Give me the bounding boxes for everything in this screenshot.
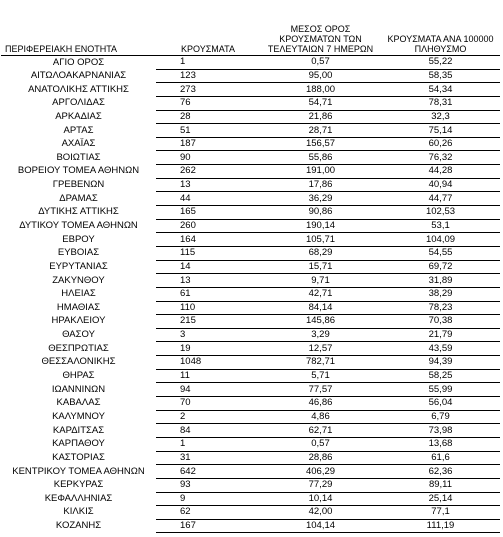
region-cell: ΘΕΣΠΡΩΤΙΑΣ <box>48 342 109 354</box>
per100k-cell: 43,59 <box>381 342 500 356</box>
cases-cell: 76 <box>156 96 260 110</box>
cases-cell: 13 <box>156 178 260 192</box>
table-row <box>1 137 500 151</box>
region-cell: ΗΜΑΘΙΑΣ <box>56 301 101 313</box>
cases-cell: 94 <box>156 383 260 397</box>
table-row <box>1 69 500 83</box>
per100k-cell: 40,94 <box>381 178 500 192</box>
avg7-cell: 68,29 <box>260 246 381 260</box>
per100k-cell: 58,35 <box>381 69 500 83</box>
table-header-row <box>1 12 500 56</box>
per100k-cell: 6,79 <box>381 410 500 424</box>
table-row <box>1 192 500 206</box>
table-row <box>1 260 500 274</box>
cases-cell: 14 <box>156 260 260 274</box>
table-row <box>1 410 500 424</box>
header-region: ΠΕΡΙΦΕΡΕΙΑΚΗ ΕΝΟΤΗΤΑ <box>5 44 118 54</box>
table-row <box>1 315 500 329</box>
cases-cell: 123 <box>156 69 260 83</box>
per100k-cell: 89,11 <box>381 478 500 492</box>
avg7-cell: 191,00 <box>260 165 381 179</box>
cases-cell: 62 <box>156 506 260 520</box>
per100k-cell: 102,53 <box>381 206 500 220</box>
table-row <box>1 397 500 411</box>
cases-cell: 165 <box>156 206 260 220</box>
avg7-cell: 156,57 <box>260 137 381 151</box>
cases-cell: 28 <box>156 110 260 124</box>
table-body <box>1 56 500 533</box>
region-cell: ΚΕΝΤΡΙΚΟΥ ΤΟΜΕΑ ΑΘΗΝΩΝ <box>12 465 145 477</box>
table-row <box>1 219 500 233</box>
per100k-cell: 32,3 <box>381 110 500 124</box>
per100k-cell: 31,89 <box>381 274 500 288</box>
table-row <box>1 383 500 397</box>
region-cell: ΑΙΤΩΛΟΑΚΑΡΝΑΝΙΑΣ <box>30 69 127 81</box>
table-row <box>1 287 500 301</box>
table-row <box>1 369 500 383</box>
region-cell: ΙΩΑΝΝΙΝΩΝ <box>51 383 106 395</box>
per100k-cell: 77,1 <box>381 506 500 520</box>
per100k-cell: 76,32 <box>381 151 500 165</box>
region-cell: ΑΓΙΟ ΟΡΟΣ <box>52 56 105 68</box>
avg7-cell: 77,57 <box>260 383 381 397</box>
per100k-cell: 38,29 <box>381 287 500 301</box>
avg7-cell: 28,86 <box>260 451 381 465</box>
per100k-cell: 25,14 <box>381 492 500 506</box>
avg7-cell: 105,71 <box>260 233 381 247</box>
cases-cell: 31 <box>156 451 260 465</box>
table-row <box>1 110 500 124</box>
region-cell: ΚΑΡΔΙΤΣΑΣ <box>52 424 105 436</box>
region-cell: ΘΑΣΟΥ <box>62 329 95 341</box>
table-row <box>1 437 500 451</box>
avg7-cell: 145,86 <box>260 315 381 329</box>
region-cell: ΔΡΑΜΑΣ <box>59 192 98 204</box>
per100k-cell: 94,39 <box>381 356 500 370</box>
avg7-cell: 42,71 <box>260 287 381 301</box>
region-cell: ΚΕΦΑΛΛΗΝΙΑΣ <box>44 492 113 504</box>
region-cell: ΕΒΡΟΥ <box>62 233 95 245</box>
table-row <box>1 151 500 165</box>
table-row <box>1 478 500 492</box>
region-cell: ΔΥΤΙΚΗΣ ΑΤΤΙΚΗΣ <box>38 206 119 218</box>
per100k-cell: 75,14 <box>381 124 500 138</box>
cases-cell: 93 <box>156 478 260 492</box>
table-row <box>1 274 500 288</box>
avg7-cell: 406,29 <box>260 465 381 479</box>
per100k-cell: 60,26 <box>381 137 500 151</box>
per100k-cell: 54,55 <box>381 246 500 260</box>
cases-cell: 262 <box>156 165 260 179</box>
region-cell: ΚΑΒΑΛΑΣ <box>56 397 101 409</box>
avg7-cell: 36,29 <box>260 192 381 206</box>
table-row <box>1 301 500 315</box>
avg7-cell: 42,00 <box>260 506 381 520</box>
region-cell: ΕΥΡΥΤΑΝΙΑΣ <box>49 260 108 272</box>
avg7-cell: 782,71 <box>260 356 381 370</box>
cases-cell: 215 <box>156 315 260 329</box>
cases-cell: 167 <box>156 519 260 533</box>
cases-cell: 187 <box>156 137 260 151</box>
table-row <box>1 96 500 110</box>
region-cell: ΘΕΣΣΑΛΟΝΙΚΗΣ <box>41 356 116 368</box>
per100k-cell: 73,98 <box>381 424 500 438</box>
table-row <box>1 206 500 220</box>
region-cell: ΓΡΕΒΕΝΩΝ <box>52 179 105 191</box>
avg7-cell: 28,71 <box>260 124 381 138</box>
table-row <box>1 124 500 138</box>
avg7-cell: 4,86 <box>260 410 381 424</box>
region-cell: ΑΡΤΑΣ <box>63 124 94 136</box>
table-row <box>1 451 500 465</box>
avg7-cell: 55,86 <box>260 151 381 165</box>
per100k-cell: 44,28 <box>381 165 500 179</box>
header-per100k: ΚΡΟΥΣΜΑΤΑ ΑΝΑ 100000 ΠΛΗΘΥΣΜΟ <box>387 34 494 54</box>
cases-cell: 70 <box>156 397 260 411</box>
per100k-cell: 13,68 <box>381 437 500 451</box>
per100k-cell: 21,79 <box>381 328 500 342</box>
table-row <box>1 465 500 479</box>
avg7-cell: 5,71 <box>260 369 381 383</box>
table-row <box>1 492 500 506</box>
cases-cell: 3 <box>156 328 260 342</box>
table-row <box>1 356 500 370</box>
avg7-cell: 84,14 <box>260 301 381 315</box>
avg7-cell: 62,71 <box>260 424 381 438</box>
cases-cell: 11 <box>156 369 260 383</box>
region-cell: ΑΡΚΑΔΙΑΣ <box>55 110 102 122</box>
avg7-cell: 0,57 <box>260 437 381 451</box>
cases-cell: 164 <box>156 233 260 247</box>
region-cell: ΕΥΒΟΙΑΣ <box>57 247 100 259</box>
avg7-cell: 104,14 <box>260 519 381 533</box>
region-cell: ΗΡΑΚΛΕΙΟΥ <box>51 315 106 327</box>
cases-cell: 13 <box>156 274 260 288</box>
region-cell: ΚΟΖΑΝΗΣ <box>55 520 102 532</box>
region-cell: ΒΟΙΩΤΙΑΣ <box>56 151 101 163</box>
avg7-cell: 54,71 <box>260 96 381 110</box>
cases-cell: 273 <box>156 83 260 97</box>
cases-cell: 260 <box>156 219 260 233</box>
per100k-cell: 54,34 <box>381 83 500 97</box>
avg7-cell: 0,57 <box>260 56 381 70</box>
cases-cell: 110 <box>156 301 260 315</box>
table-row <box>1 178 500 192</box>
region-cell: ΚΑΣΤΟΡΙΑΣ <box>52 451 105 463</box>
cases-cell: 90 <box>156 151 260 165</box>
per100k-cell: 78,23 <box>381 301 500 315</box>
per100k-cell: 62,36 <box>381 465 500 479</box>
cases-cell: 84 <box>156 424 260 438</box>
per100k-cell: 78,31 <box>381 96 500 110</box>
per100k-cell: 55,22 <box>381 56 500 70</box>
region-cell: ΑΧΑΪΑΣ <box>61 138 96 150</box>
avg7-cell: 9,71 <box>260 274 381 288</box>
region-cell: ΚΙΛΚΙΣ <box>63 506 94 518</box>
cases-table <box>1 12 500 533</box>
avg7-cell: 21,86 <box>260 110 381 124</box>
cases-cell: 61 <box>156 287 260 301</box>
per100k-cell: 61,6 <box>381 451 500 465</box>
per100k-cell: 104,09 <box>381 233 500 247</box>
per100k-cell: 55,99 <box>381 383 500 397</box>
table-row <box>1 83 500 97</box>
per100k-cell: 53,1 <box>381 219 500 233</box>
table-row <box>1 246 500 260</box>
per100k-cell: 70,38 <box>381 315 500 329</box>
avg7-cell: 190,14 <box>260 219 381 233</box>
cases-cell: 115 <box>156 246 260 260</box>
region-cell: ΗΛΕΙΑΣ <box>61 288 96 300</box>
cases-cell: 19 <box>156 342 260 356</box>
region-cell: ΖΑΚΥΝΘΟΥ <box>52 274 105 286</box>
avg7-cell: 77,29 <box>260 478 381 492</box>
per100k-cell: 58,25 <box>381 369 500 383</box>
cases-cell: 44 <box>156 192 260 206</box>
cases-cell: 51 <box>156 124 260 138</box>
table-row <box>1 56 500 70</box>
table-row <box>1 519 500 533</box>
per100k-cell: 44,77 <box>381 192 500 206</box>
region-cell: ΚΑΡΠΑΘΟΥ <box>52 438 105 450</box>
cases-cell: 642 <box>156 465 260 479</box>
cases-cell: 1048 <box>156 356 260 370</box>
table-row <box>1 328 500 342</box>
region-cell: ΑΡΓΟΛΙΔΑΣ <box>52 97 105 109</box>
region-cell: ΘΗΡΑΣ <box>62 370 95 382</box>
header-avg7: ΜΕΣΟΣ ΟΡΟΣ ΚΡΟΥΣΜΑΤΩΝ ΤΩΝ ΤΕΛΕΥΤΑΙΩΝ 7 ΗΜΕΡΩΝ <box>267 24 374 54</box>
table-row <box>1 506 500 520</box>
avg7-cell: 188,00 <box>260 83 381 97</box>
cases-cell: 1 <box>156 437 260 451</box>
avg7-cell: 10,14 <box>260 492 381 506</box>
table-row <box>1 165 500 179</box>
cases-cell: 1 <box>156 56 260 70</box>
per100k-cell: 69,72 <box>381 260 500 274</box>
table-row <box>1 233 500 247</box>
avg7-cell: 17,86 <box>260 178 381 192</box>
region-cell: ΚΕΡΚΥΡΑΣ <box>53 479 104 491</box>
avg7-cell: 46,86 <box>260 397 381 411</box>
table-row <box>1 424 500 438</box>
region-cell: ΒΟΡΕΙΟΥ ΤΟΜΕΑ ΑΘΗΝΩΝ <box>17 165 140 177</box>
avg7-cell: 15,71 <box>260 260 381 274</box>
per100k-cell: 56,04 <box>381 397 500 411</box>
region-cell: ΚΑΛΥΜΝΟΥ <box>52 410 105 422</box>
avg7-cell: 3,29 <box>260 328 381 342</box>
avg7-cell: 95,00 <box>260 69 381 83</box>
table-row <box>1 342 500 356</box>
region-cell: ΑΝΑΤΟΛΙΚΗΣ ΑΤΤΙΚΗΣ <box>28 83 129 95</box>
avg7-cell: 12,57 <box>260 342 381 356</box>
region-cell: ΔΥΤΙΚΟΥ ΤΟΜΕΑ ΑΘΗΝΩΝ <box>19 220 138 231</box>
per100k-cell: 111,19 <box>381 519 500 533</box>
cases-cell: 9 <box>156 492 260 506</box>
avg7-cell: 90,86 <box>260 206 381 220</box>
header-cases: ΚΡΟΥΣΜΑΤΑ <box>181 44 235 54</box>
cases-cell: 2 <box>156 410 260 424</box>
